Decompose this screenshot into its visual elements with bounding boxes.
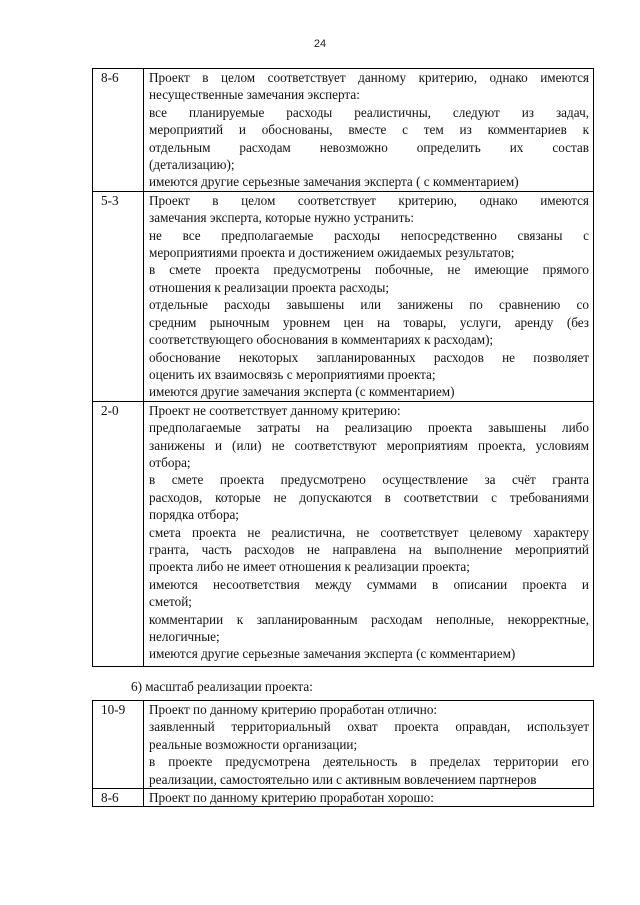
description-line: отношения к реализации проекта расходы; — [149, 279, 390, 295]
description-line: порядка отбора; — [149, 507, 239, 523]
description-line: все планируемые расходы реалистичны, следуют из задач, — [149, 104, 589, 120]
description-line: Проект в целом соответствует данному критерию, однако имеются — [149, 70, 589, 85]
description-line: средним рыночным уровнем цен на товары, услуги, аренду (без — [149, 314, 589, 330]
description-line: реализации, самостоятельно или с активным вовлечением партнеров — [149, 771, 537, 787]
score-cell: 5-3 — [93, 191, 144, 401]
description-line: замечания эксперта, которые нужно устранить: — [149, 210, 415, 226]
description-cell — [144, 401, 594, 666]
description-line: Проект не соответствует данному критерию: — [149, 402, 401, 418]
table-row — [93, 401, 594, 666]
description-line: Проект по данному критерию проработан отлично: — [149, 702, 438, 717]
table-row — [93, 191, 594, 401]
score-cell: 2-0 — [93, 401, 144, 666]
criteria-table-budget — [92, 68, 594, 667]
score-cell: 8-6 — [93, 69, 144, 192]
table-row — [93, 69, 594, 192]
table-row — [93, 701, 594, 789]
description-line: имеются несоответствия между суммами в описании проекта и — [149, 576, 589, 592]
description-line: соответствующего обоснования в комментариях к расходам); — [149, 332, 494, 348]
description-line: Проект по данному критерию проработан хорошо: — [149, 790, 434, 806]
description-line: (детализацию); — [149, 157, 235, 173]
description-line: реальные возможности организации; — [149, 736, 358, 752]
description-line: занижены и (или) не соответствуют мероприятиям проекта, условиям — [149, 437, 589, 453]
description-line: имеются другие серьезные замечания эксперта (с комментарием) — [149, 646, 516, 662]
description-cell — [144, 191, 594, 401]
description-cell — [144, 701, 594, 789]
description-line: заявленный территориальный охват проекта оправдан, использует — [149, 719, 589, 735]
description-line: обоснование некоторых запланированных расходов не позволяет — [149, 349, 589, 365]
description-line: имеются другие серьезные замечания эксперта ( с комментарием) — [149, 174, 519, 190]
description-line: проекта либо не имеет отношения к реализации проекта; — [149, 559, 470, 575]
description-line: несущественные замечания эксперта: — [149, 87, 360, 103]
description-line: оценить их взаимосвязь с мероприятиями проекта; — [149, 366, 436, 382]
description-line: мероприятиями проекта и достижением ожидаемых результатов; — [149, 245, 515, 261]
page-number: 24 — [313, 38, 327, 50]
description-line: смета проекта не реалистична, не соответствует целевому характеру — [149, 524, 589, 540]
description-line: в смете проекта предусмотрено осуществление за счёт гранта — [149, 472, 589, 488]
description-line: отдельным расходам невозможно определить их состав — [149, 139, 589, 155]
description-line: нелогичные; — [149, 629, 220, 644]
section-heading-scale: 6) масштаб реализации проекта: — [131, 679, 313, 694]
description-line: сметой; — [149, 594, 192, 610]
description-line: в проекте предусмотрена деятельность в пределах территории его — [149, 754, 589, 770]
description-line: имеются другие замечания эксперта (с комментарием) — [149, 384, 455, 400]
description-line: отбора; — [149, 454, 191, 470]
description-cell — [144, 69, 594, 192]
description-cell — [144, 789, 594, 807]
score-cell: 8-6 — [93, 789, 144, 807]
description-line: гранта, часть расходов не направлена на выполнение мероприятий — [149, 541, 589, 557]
description-line: расходов, которые не допускаются в соответствии с требованиями — [149, 489, 589, 505]
criteria-table-scale — [92, 700, 594, 807]
description-line: предполагаемые затраты на реализацию проекта завышены либо — [149, 420, 589, 436]
description-line: в смете проекта предусмотрены побочные, не имеющие прямого — [149, 262, 589, 278]
description-line: Проект в целом соответствует критерию, однако имеются — [149, 192, 589, 208]
score-cell: 10-9 — [93, 701, 144, 789]
description-line: не все предполагаемые расходы непосредственно связаны с — [149, 227, 589, 243]
description-line: мероприятий и обоснованы, вместе с тем из комментариев к — [149, 122, 589, 138]
table-row — [93, 789, 594, 807]
description-line: комментарии к запланированным расходам неполные, некорректные, — [149, 611, 589, 627]
description-line: отдельные расходы завышены или занижены по сравнению со — [149, 297, 589, 313]
